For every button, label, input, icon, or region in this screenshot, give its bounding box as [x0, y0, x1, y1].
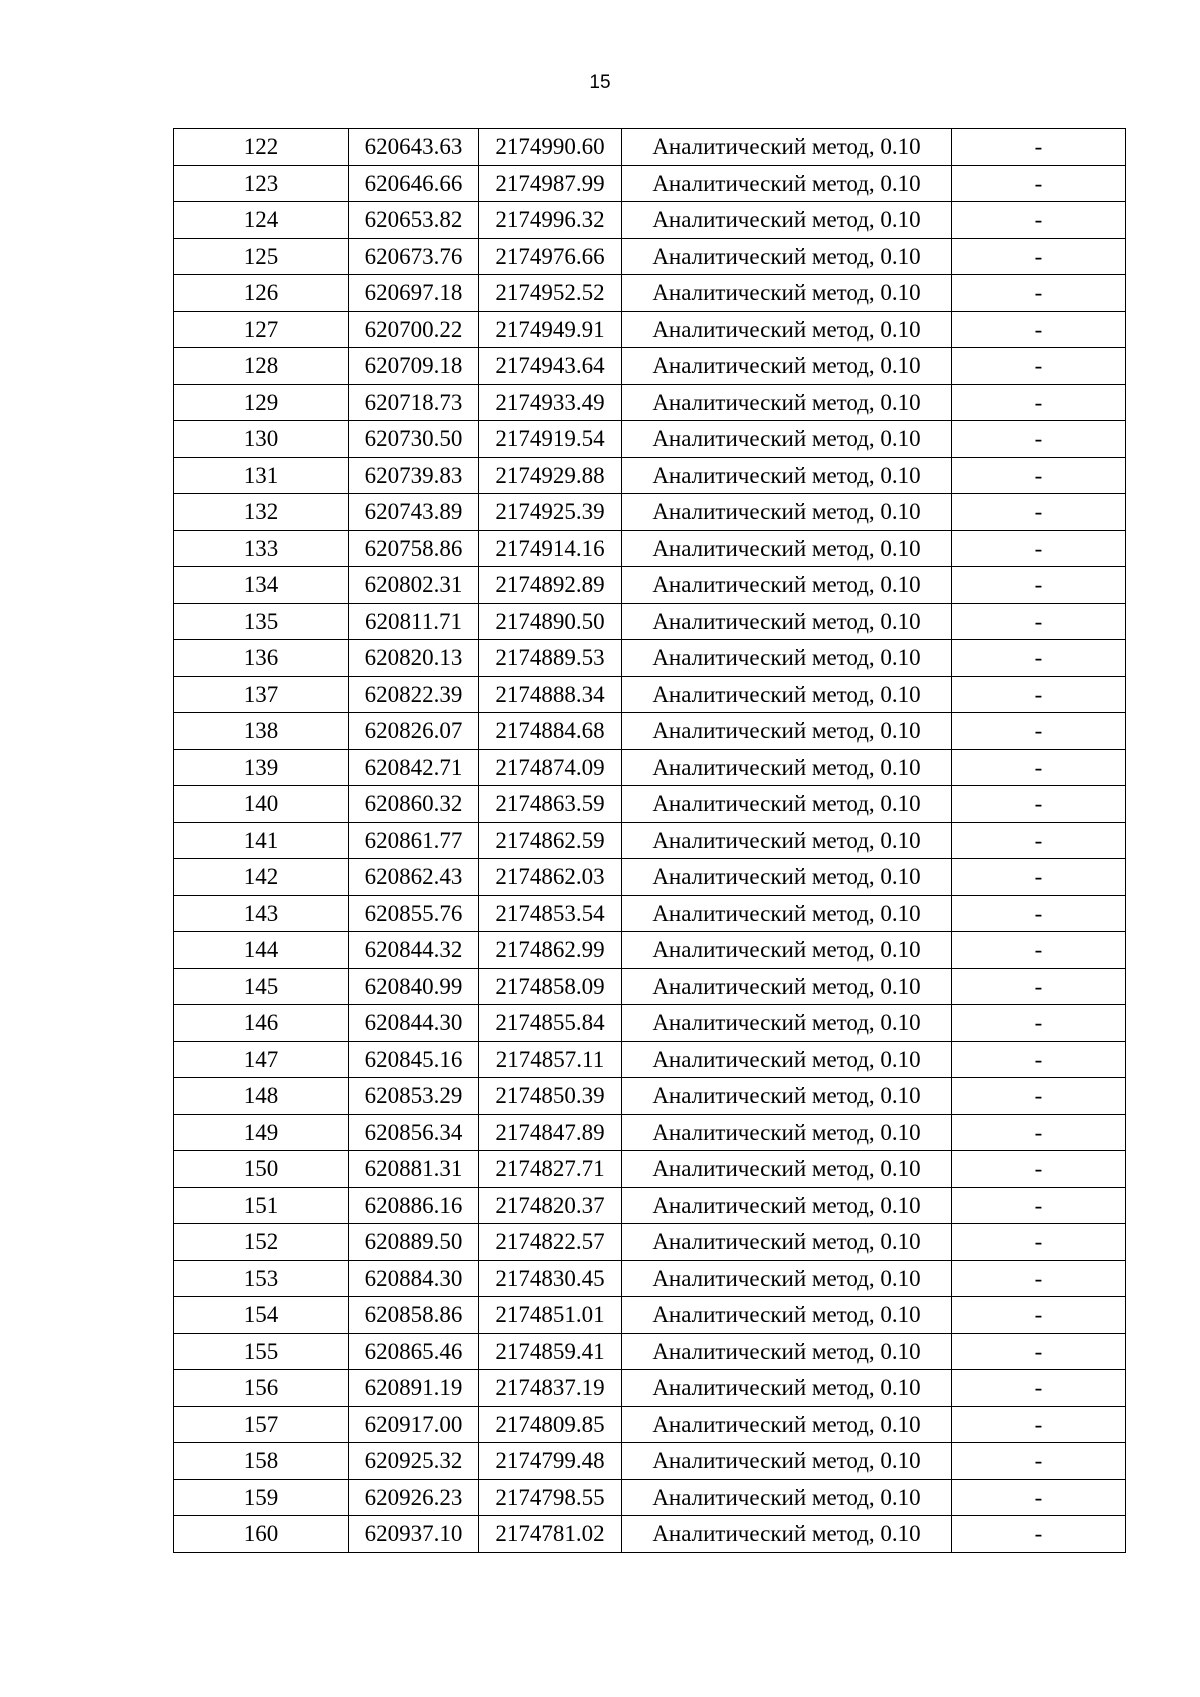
x-coordinate-cell: 620673.76	[349, 238, 479, 275]
method-accuracy-cell: Аналитический метод, 0.10	[622, 348, 952, 385]
description-cell: -	[952, 311, 1126, 348]
description-cell: -	[952, 968, 1126, 1005]
method-accuracy-cell: Аналитический метод, 0.10	[622, 1041, 952, 1078]
x-coordinate-cell: 620865.46	[349, 1333, 479, 1370]
method-accuracy-cell: Аналитический метод, 0.10	[622, 1224, 952, 1261]
x-coordinate-cell: 620643.63	[349, 129, 479, 166]
x-coordinate-cell: 620697.18	[349, 275, 479, 312]
x-coordinate-cell: 620653.82	[349, 202, 479, 239]
method-accuracy-cell: Аналитический метод, 0.10	[622, 1260, 952, 1297]
table-row	[174, 275, 1126, 312]
x-coordinate-cell: 620925.32	[349, 1443, 479, 1480]
y-coordinate-cell: 2174859.41	[479, 1333, 622, 1370]
y-coordinate-cell: 2174863.59	[479, 786, 622, 823]
method-accuracy-cell: Аналитический метод, 0.10	[622, 1297, 952, 1334]
point-number-cell: 156	[174, 1370, 349, 1407]
x-coordinate-cell: 620802.31	[349, 567, 479, 604]
table-row	[174, 1370, 1126, 1407]
y-coordinate-cell: 2174949.91	[479, 311, 622, 348]
point-number-cell: 122	[174, 129, 349, 166]
x-coordinate-cell: 620842.71	[349, 749, 479, 786]
table-row	[174, 1297, 1126, 1334]
y-coordinate-cell: 2174862.59	[479, 822, 622, 859]
point-number-cell: 139	[174, 749, 349, 786]
y-coordinate-cell: 2174884.68	[479, 713, 622, 750]
y-coordinate-cell: 2174851.01	[479, 1297, 622, 1334]
description-cell: -	[952, 421, 1126, 458]
table-row	[174, 348, 1126, 385]
point-number-cell: 145	[174, 968, 349, 1005]
point-number-cell: 143	[174, 895, 349, 932]
x-coordinate-cell: 620826.07	[349, 713, 479, 750]
description-cell: -	[952, 567, 1126, 604]
description-cell: -	[952, 530, 1126, 567]
point-number-cell: 132	[174, 494, 349, 531]
x-coordinate-cell: 620845.16	[349, 1041, 479, 1078]
method-accuracy-cell: Аналитический метод, 0.10	[622, 713, 952, 750]
y-coordinate-cell: 2174933.49	[479, 384, 622, 421]
x-coordinate-cell: 620937.10	[349, 1516, 479, 1553]
description-cell: -	[952, 1516, 1126, 1553]
description-cell: -	[952, 713, 1126, 750]
method-accuracy-cell: Аналитический метод, 0.10	[622, 1187, 952, 1224]
x-coordinate-cell: 620926.23	[349, 1479, 479, 1516]
description-cell: -	[952, 165, 1126, 202]
y-coordinate-cell: 2174820.37	[479, 1187, 622, 1224]
page-number: 15	[589, 72, 611, 93]
point-number-cell: 134	[174, 567, 349, 604]
method-accuracy-cell: Аналитический метод, 0.10	[622, 603, 952, 640]
description-cell: -	[952, 1443, 1126, 1480]
table-row	[174, 603, 1126, 640]
x-coordinate-cell: 620881.31	[349, 1151, 479, 1188]
description-cell: -	[952, 932, 1126, 969]
point-number-cell: 149	[174, 1114, 349, 1151]
y-coordinate-cell: 2174857.11	[479, 1041, 622, 1078]
x-coordinate-cell: 620844.32	[349, 932, 479, 969]
y-coordinate-cell: 2174830.45	[479, 1260, 622, 1297]
method-accuracy-cell: Аналитический метод, 0.10	[622, 275, 952, 312]
point-number-cell: 123	[174, 165, 349, 202]
table-row	[174, 421, 1126, 458]
description-cell: -	[952, 1406, 1126, 1443]
table-row	[174, 202, 1126, 239]
x-coordinate-cell: 620886.16	[349, 1187, 479, 1224]
description-cell: -	[952, 238, 1126, 275]
point-number-cell: 133	[174, 530, 349, 567]
description-cell: -	[952, 1260, 1126, 1297]
y-coordinate-cell: 2174853.54	[479, 895, 622, 932]
method-accuracy-cell: Аналитический метод, 0.10	[622, 968, 952, 1005]
y-coordinate-cell: 2174862.99	[479, 932, 622, 969]
description-cell: -	[952, 1005, 1126, 1042]
description-cell: -	[952, 895, 1126, 932]
description-cell: -	[952, 1333, 1126, 1370]
x-coordinate-cell: 620700.22	[349, 311, 479, 348]
description-cell: -	[952, 1078, 1126, 1115]
description-cell: -	[952, 749, 1126, 786]
method-accuracy-cell: Аналитический метод, 0.10	[622, 311, 952, 348]
point-number-cell: 127	[174, 311, 349, 348]
table-row	[174, 165, 1126, 202]
point-number-cell: 142	[174, 859, 349, 896]
table-row	[174, 1333, 1126, 1370]
x-coordinate-cell: 620820.13	[349, 640, 479, 677]
x-coordinate-cell: 620858.86	[349, 1297, 479, 1334]
y-coordinate-cell: 2174890.50	[479, 603, 622, 640]
point-number-cell: 148	[174, 1078, 349, 1115]
description-cell: -	[952, 859, 1126, 896]
method-accuracy-cell: Аналитический метод, 0.10	[622, 786, 952, 823]
y-coordinate-cell: 2174822.57	[479, 1224, 622, 1261]
method-accuracy-cell: Аналитический метод, 0.10	[622, 1333, 952, 1370]
table-row	[174, 1187, 1126, 1224]
point-number-cell: 151	[174, 1187, 349, 1224]
x-coordinate-cell: 620822.39	[349, 676, 479, 713]
method-accuracy-cell: Аналитический метод, 0.10	[622, 457, 952, 494]
table-row	[174, 567, 1126, 604]
table-row	[174, 129, 1126, 166]
method-accuracy-cell: Аналитический метод, 0.10	[622, 202, 952, 239]
point-number-cell: 131	[174, 457, 349, 494]
description-cell: -	[952, 786, 1126, 823]
point-number-cell: 140	[174, 786, 349, 823]
description-cell: -	[952, 129, 1126, 166]
description-cell: -	[952, 348, 1126, 385]
x-coordinate-cell: 620743.89	[349, 494, 479, 531]
y-coordinate-cell: 2174987.99	[479, 165, 622, 202]
point-number-cell: 147	[174, 1041, 349, 1078]
description-cell: -	[952, 202, 1126, 239]
method-accuracy-cell: Аналитический метод, 0.10	[622, 1516, 952, 1553]
y-coordinate-cell: 2174862.03	[479, 859, 622, 896]
description-cell: -	[952, 603, 1126, 640]
y-coordinate-cell: 2174781.02	[479, 1516, 622, 1553]
table-row	[174, 494, 1126, 531]
method-accuracy-cell: Аналитический метод, 0.10	[622, 1151, 952, 1188]
description-cell: -	[952, 822, 1126, 859]
point-number-cell: 153	[174, 1260, 349, 1297]
table-row	[174, 786, 1126, 823]
point-number-cell: 125	[174, 238, 349, 275]
y-coordinate-cell: 2174837.19	[479, 1370, 622, 1407]
y-coordinate-cell: 2174943.64	[479, 348, 622, 385]
x-coordinate-cell: 620853.29	[349, 1078, 479, 1115]
table-row	[174, 457, 1126, 494]
description-cell: -	[952, 494, 1126, 531]
x-coordinate-cell: 620855.76	[349, 895, 479, 932]
x-coordinate-cell: 620889.50	[349, 1224, 479, 1261]
y-coordinate-cell: 2174798.55	[479, 1479, 622, 1516]
table-row	[174, 932, 1126, 969]
y-coordinate-cell: 2174799.48	[479, 1443, 622, 1480]
point-number-cell: 141	[174, 822, 349, 859]
x-coordinate-cell: 620646.66	[349, 165, 479, 202]
description-cell: -	[952, 1479, 1126, 1516]
method-accuracy-cell: Аналитический метод, 0.10	[622, 895, 952, 932]
method-accuracy-cell: Аналитический метод, 0.10	[622, 640, 952, 677]
description-cell: -	[952, 1297, 1126, 1334]
method-accuracy-cell: Аналитический метод, 0.10	[622, 1078, 952, 1115]
x-coordinate-cell: 620917.00	[349, 1406, 479, 1443]
point-number-cell: 126	[174, 275, 349, 312]
point-number-cell: 152	[174, 1224, 349, 1261]
description-cell: -	[952, 1370, 1126, 1407]
x-coordinate-cell: 620840.99	[349, 968, 479, 1005]
method-accuracy-cell: Аналитический метод, 0.10	[622, 1443, 952, 1480]
description-cell: -	[952, 457, 1126, 494]
y-coordinate-cell: 2174809.85	[479, 1406, 622, 1443]
description-cell: -	[952, 1041, 1126, 1078]
description-cell: -	[952, 275, 1126, 312]
x-coordinate-cell: 620758.86	[349, 530, 479, 567]
y-coordinate-cell: 2174889.53	[479, 640, 622, 677]
point-number-cell: 129	[174, 384, 349, 421]
method-accuracy-cell: Аналитический метод, 0.10	[622, 749, 952, 786]
y-coordinate-cell: 2174929.88	[479, 457, 622, 494]
y-coordinate-cell: 2174874.09	[479, 749, 622, 786]
table-row	[174, 384, 1126, 421]
table-row	[174, 859, 1126, 896]
method-accuracy-cell: Аналитический метод, 0.10	[622, 494, 952, 531]
table-row	[174, 1260, 1126, 1297]
point-number-cell: 137	[174, 676, 349, 713]
x-coordinate-cell: 620730.50	[349, 421, 479, 458]
y-coordinate-cell: 2174996.32	[479, 202, 622, 239]
table-row	[174, 1114, 1126, 1151]
x-coordinate-cell: 620709.18	[349, 348, 479, 385]
y-coordinate-cell: 2174976.66	[479, 238, 622, 275]
point-number-cell: 135	[174, 603, 349, 640]
table-row	[174, 1443, 1126, 1480]
point-number-cell: 146	[174, 1005, 349, 1042]
table-row	[174, 1005, 1126, 1042]
y-coordinate-cell: 2174847.89	[479, 1114, 622, 1151]
coordinates-table-body	[174, 129, 1126, 1553]
x-coordinate-cell: 620862.43	[349, 859, 479, 896]
y-coordinate-cell: 2174952.52	[479, 275, 622, 312]
method-accuracy-cell: Аналитический метод, 0.10	[622, 567, 952, 604]
table-row	[174, 1041, 1126, 1078]
table-row	[174, 238, 1126, 275]
y-coordinate-cell: 2174892.89	[479, 567, 622, 604]
table-row	[174, 1078, 1126, 1115]
description-cell: -	[952, 1224, 1126, 1261]
table-row	[174, 895, 1126, 932]
point-number-cell: 144	[174, 932, 349, 969]
point-number-cell: 155	[174, 1333, 349, 1370]
method-accuracy-cell: Аналитический метод, 0.10	[622, 1479, 952, 1516]
x-coordinate-cell: 620811.71	[349, 603, 479, 640]
description-cell: -	[952, 1187, 1126, 1224]
y-coordinate-cell: 2174855.84	[479, 1005, 622, 1042]
method-accuracy-cell: Аналитический метод, 0.10	[622, 238, 952, 275]
y-coordinate-cell: 2174827.71	[479, 1151, 622, 1188]
point-number-cell: 160	[174, 1516, 349, 1553]
method-accuracy-cell: Аналитический метод, 0.10	[622, 859, 952, 896]
point-number-cell: 158	[174, 1443, 349, 1480]
point-number-cell: 150	[174, 1151, 349, 1188]
method-accuracy-cell: Аналитический метод, 0.10	[622, 932, 952, 969]
point-number-cell: 128	[174, 348, 349, 385]
point-number-cell: 130	[174, 421, 349, 458]
method-accuracy-cell: Аналитический метод, 0.10	[622, 1370, 952, 1407]
table-row	[174, 1479, 1126, 1516]
description-cell: -	[952, 1114, 1126, 1151]
table-row	[174, 1224, 1126, 1261]
table-row	[174, 968, 1126, 1005]
y-coordinate-cell: 2174888.34	[479, 676, 622, 713]
x-coordinate-cell: 620856.34	[349, 1114, 479, 1151]
y-coordinate-cell: 2174990.60	[479, 129, 622, 166]
table-row	[174, 311, 1126, 348]
method-accuracy-cell: Аналитический метод, 0.10	[622, 1005, 952, 1042]
description-cell: -	[952, 676, 1126, 713]
x-coordinate-cell: 620739.83	[349, 457, 479, 494]
x-coordinate-cell: 620718.73	[349, 384, 479, 421]
y-coordinate-cell: 2174919.54	[479, 421, 622, 458]
table-row	[174, 1151, 1126, 1188]
method-accuracy-cell: Аналитический метод, 0.10	[622, 129, 952, 166]
method-accuracy-cell: Аналитический метод, 0.10	[622, 165, 952, 202]
table-row	[174, 530, 1126, 567]
table-row	[174, 1406, 1126, 1443]
point-number-cell: 124	[174, 202, 349, 239]
description-cell: -	[952, 1151, 1126, 1188]
description-cell: -	[952, 640, 1126, 677]
coordinates-table	[173, 128, 1126, 1553]
method-accuracy-cell: Аналитический метод, 0.10	[622, 1114, 952, 1151]
table-row	[174, 640, 1126, 677]
table-row	[174, 1516, 1126, 1553]
y-coordinate-cell: 2174925.39	[479, 494, 622, 531]
point-number-cell: 138	[174, 713, 349, 750]
table-row	[174, 822, 1126, 859]
y-coordinate-cell: 2174858.09	[479, 968, 622, 1005]
point-number-cell: 159	[174, 1479, 349, 1516]
point-number-cell: 154	[174, 1297, 349, 1334]
method-accuracy-cell: Аналитический метод, 0.10	[622, 822, 952, 859]
x-coordinate-cell: 620860.32	[349, 786, 479, 823]
method-accuracy-cell: Аналитический метод, 0.10	[622, 676, 952, 713]
method-accuracy-cell: Аналитический метод, 0.10	[622, 530, 952, 567]
method-accuracy-cell: Аналитический метод, 0.10	[622, 1406, 952, 1443]
y-coordinate-cell: 2174914.16	[479, 530, 622, 567]
y-coordinate-cell: 2174850.39	[479, 1078, 622, 1115]
table-row	[174, 676, 1126, 713]
x-coordinate-cell: 620884.30	[349, 1260, 479, 1297]
x-coordinate-cell: 620891.19	[349, 1370, 479, 1407]
x-coordinate-cell: 620844.30	[349, 1005, 479, 1042]
description-cell: -	[952, 384, 1126, 421]
point-number-cell: 157	[174, 1406, 349, 1443]
point-number-cell: 136	[174, 640, 349, 677]
x-coordinate-cell: 620861.77	[349, 822, 479, 859]
method-accuracy-cell: Аналитический метод, 0.10	[622, 384, 952, 421]
method-accuracy-cell: Аналитический метод, 0.10	[622, 421, 952, 458]
table-row	[174, 713, 1126, 750]
table-row	[174, 749, 1126, 786]
